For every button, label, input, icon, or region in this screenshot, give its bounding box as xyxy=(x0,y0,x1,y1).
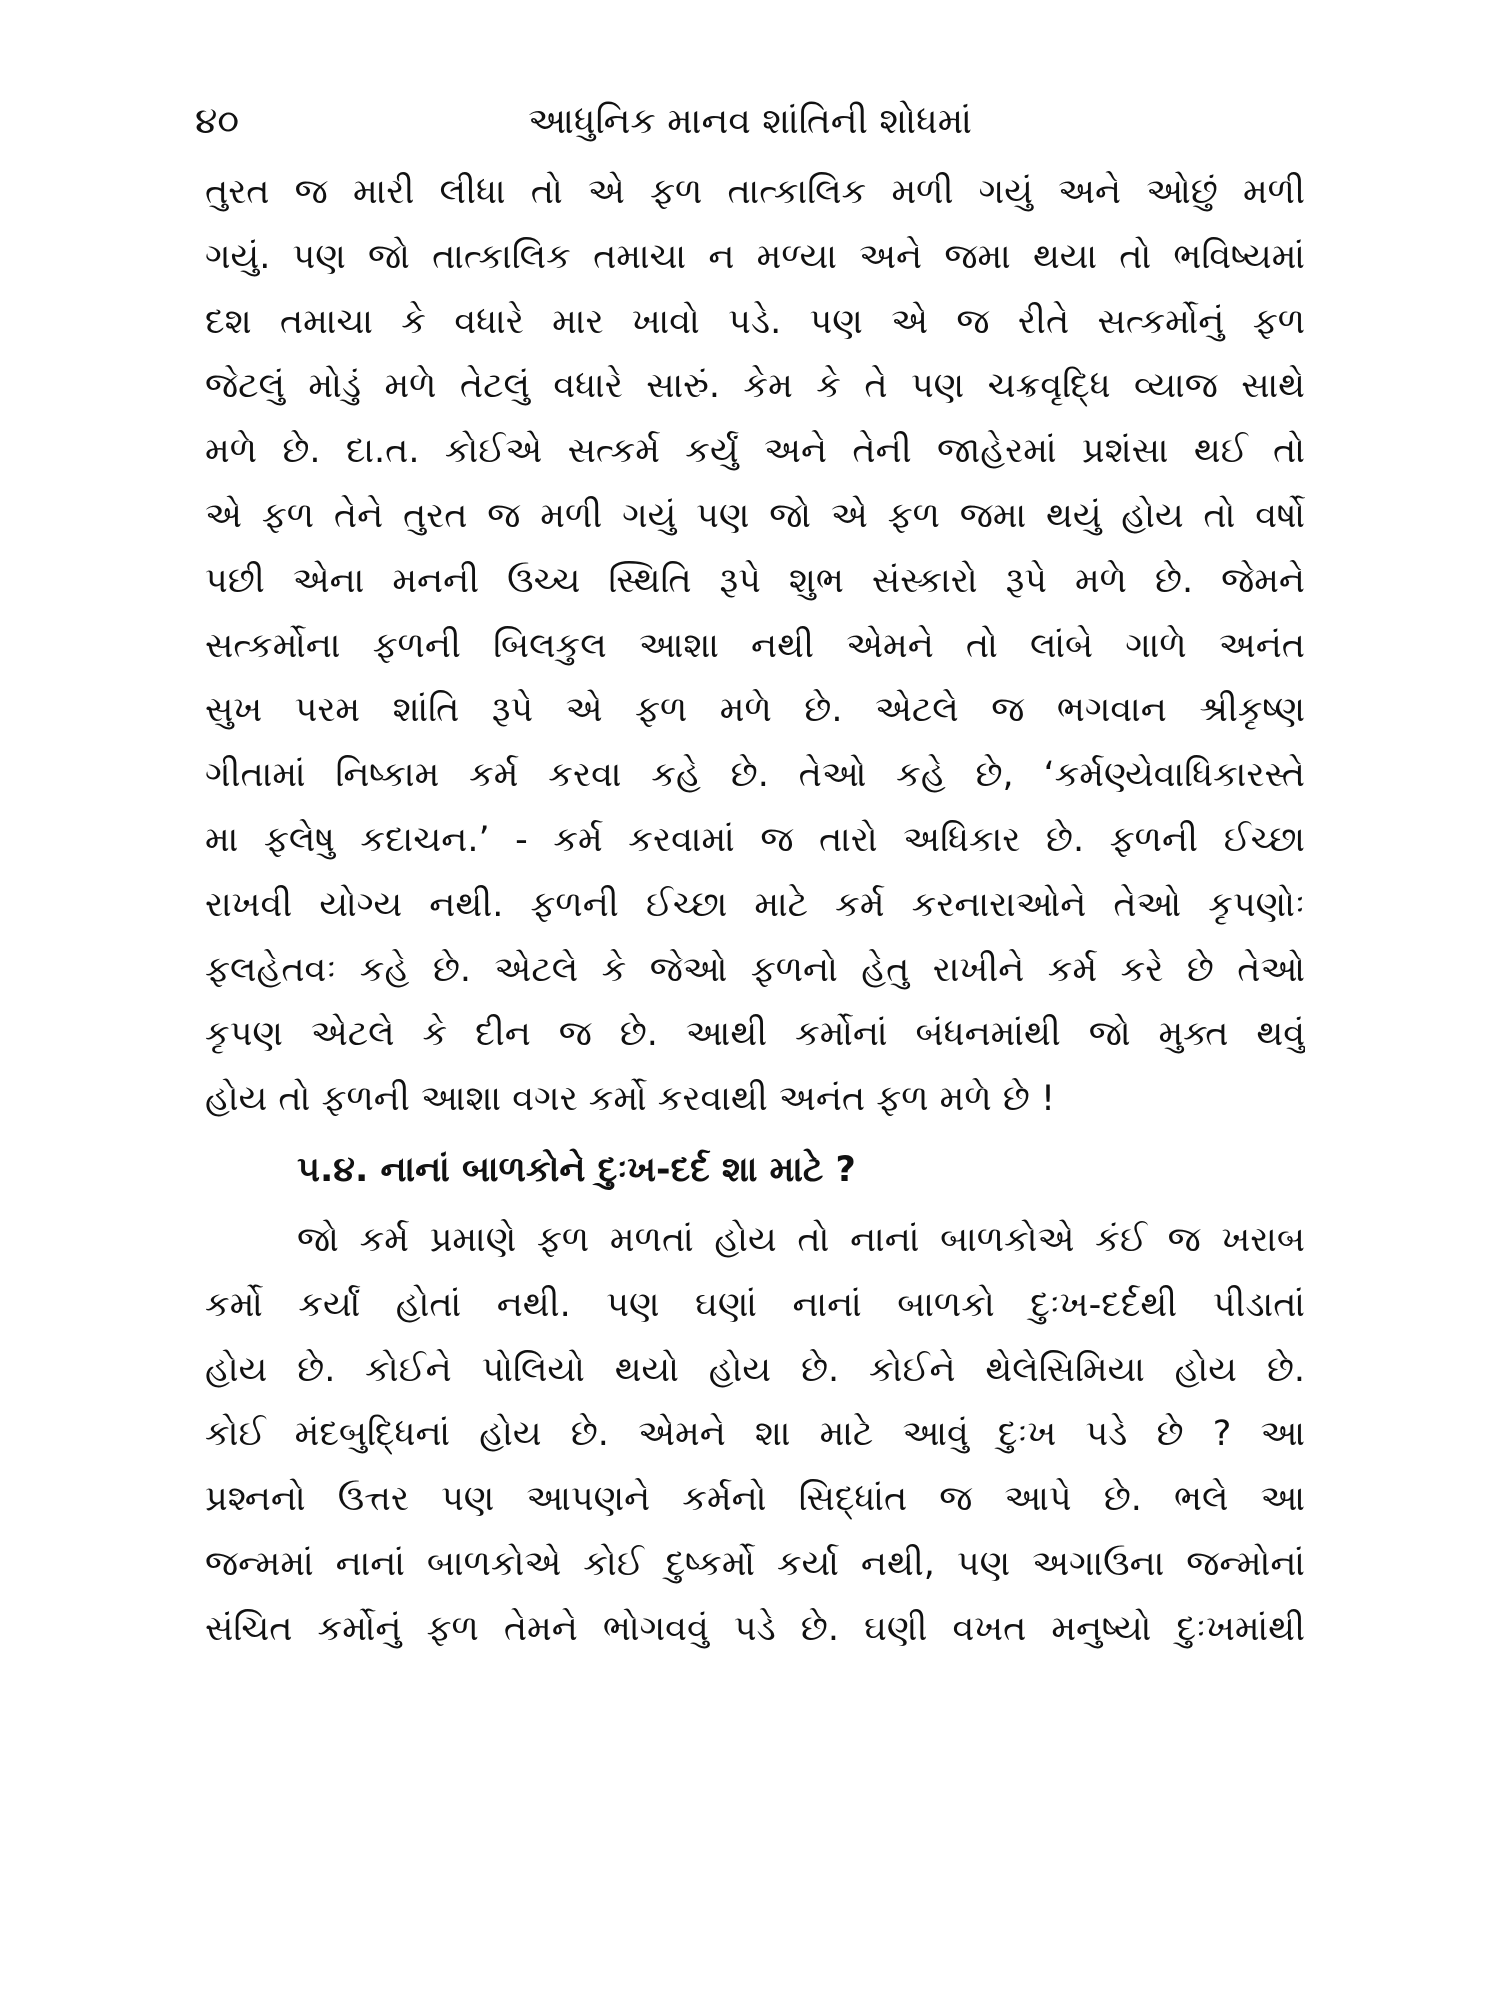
page-number: ૪૦ xyxy=(195,101,239,142)
section-heading: ૫.૪. નાનાં બાળકોને દુઃખ-દર્દ શા માટે ? xyxy=(297,1149,856,1190)
running-header xyxy=(195,92,1305,152)
text-line: મળે છે. દા.ત. કોઈએ સત્કર્મ કર્યું અને તેની જાહેરમાં પ્રશંસા થઈ તો xyxy=(205,431,1305,472)
paragraph-1 xyxy=(205,160,1305,1132)
text-line: સુખ પરમ શાંતિ રૂપે એ ફળ મળે છે. એટલે જ ભગવાન શ્રીકૃષ્ણ xyxy=(205,690,1305,731)
text-line: એ ફળ તેને તુરત જ મળી ગયું પણ જો એ ફળ જમા થયું હોય તો વર્ષો xyxy=(205,495,1305,536)
text-line: હોય તો ફળની આશા વગર કર્મો કરવાથી અનંત ફળ મળે છે ! xyxy=(205,1079,1055,1120)
text-line: હોય છે. કોઈને પોલિયો થયો હોય છે. કોઈને થેલેસિમિયા હોય છે. xyxy=(205,1349,1305,1390)
text-line: કોઈ મંદબુદ્ધિનાં હોય છે. એમને શા માટે આવું દુઃખ પડે છે ? આ xyxy=(205,1414,1305,1455)
text-line: સત્કર્મોના ફળની બિલકુલ આશા નથી એમને તો લાંબે ગાળે અનંત xyxy=(205,625,1305,666)
text-line: ફલહેતવઃ કહે છે. એટલે કે જેઓ ફળનો હેતુ રાખીને કર્મ કરે છે તેઓ xyxy=(205,949,1305,990)
text-line: કર્મો કર્યાં હોતાં નથી. પણ ઘણાં નાનાં બાળકો દુઃખ-દર્દથી પીડાતાં xyxy=(205,1284,1305,1325)
text-line: કૃપણ એટલે કે દીન જ છે. આથી કર્મોનાં બંધનમાંથી જો મુક્ત થવું xyxy=(205,1014,1305,1055)
text-line: પછી એના મનની ઉચ્ચ સ્થિતિ રૂપે શુભ સંસ્કારો રૂપે મળે છે. જેમને xyxy=(205,560,1305,601)
text-line: રાખવી યોગ્ય નથી. ફળની ઈચ્છા માટે કર્મ કરનારાઓને તેઓ કૃપણોઃ xyxy=(205,884,1305,925)
text-line: જેટલું મોડું મળે તેટલું વધારે સારું. કેમ કે તે પણ ચક્રવૃદ્ધિ વ્યાજ સાથે xyxy=(205,366,1305,407)
text-line: સંચિત કર્મોનું ફળ તેમને ભોગવવું પડે છે. ઘણી વખત મનુષ્યો દુઃખમાંથી xyxy=(205,1608,1305,1649)
text-line: પ્રશ્નનો ઉત્તર પણ આપણને કર્મનો સિદ્ધાંત જ આપે છે. ભલે આ xyxy=(205,1479,1305,1520)
text-line: જન્મમાં નાનાં બાળકોએ કોઈ દુષ્કર્મો કર્યા નથી, પણ અગાઉના જન્મોનાં xyxy=(205,1543,1305,1584)
book-title: આધુનિક માનવ શાંતિની શોધમાં xyxy=(528,101,972,142)
text-line: જો કર્મ પ્રમાણે ફળ મળતાં હોય તો નાનાં બાળકોએ કંઈ જ ખરાબ xyxy=(297,1219,1305,1260)
text-line: ગયું. પણ જો તાત્કાલિક તમાચા ન મળ્યા અને જમા થયા તો ભવિષ્યમાં xyxy=(205,236,1305,277)
text-line: ગીતામાં નિષ્કામ કર્મ કરવા કહે છે. તેઓ કહે છે, ‘કર્મણ્યેવાધિકારસ્તે xyxy=(205,755,1305,796)
text-line: તુરત જ મારી લીધા તો એ ફળ તાત્કાલિક મળી ગયું અને ઓછું મળી xyxy=(205,172,1305,212)
text-line: મા ફલેષુ કદાચન.’ - કર્મ કરવામાં જ તારો અધિકાર છે. ફળની ઈચ્છા xyxy=(205,819,1305,860)
body-text xyxy=(205,160,1305,1662)
text-line: દશ તમાચા કે વધારે માર ખાવો પડે. પણ એ જ રીતે સત્કર્મોનું ફળ xyxy=(205,301,1305,342)
paragraph-2 xyxy=(205,1208,1305,1662)
